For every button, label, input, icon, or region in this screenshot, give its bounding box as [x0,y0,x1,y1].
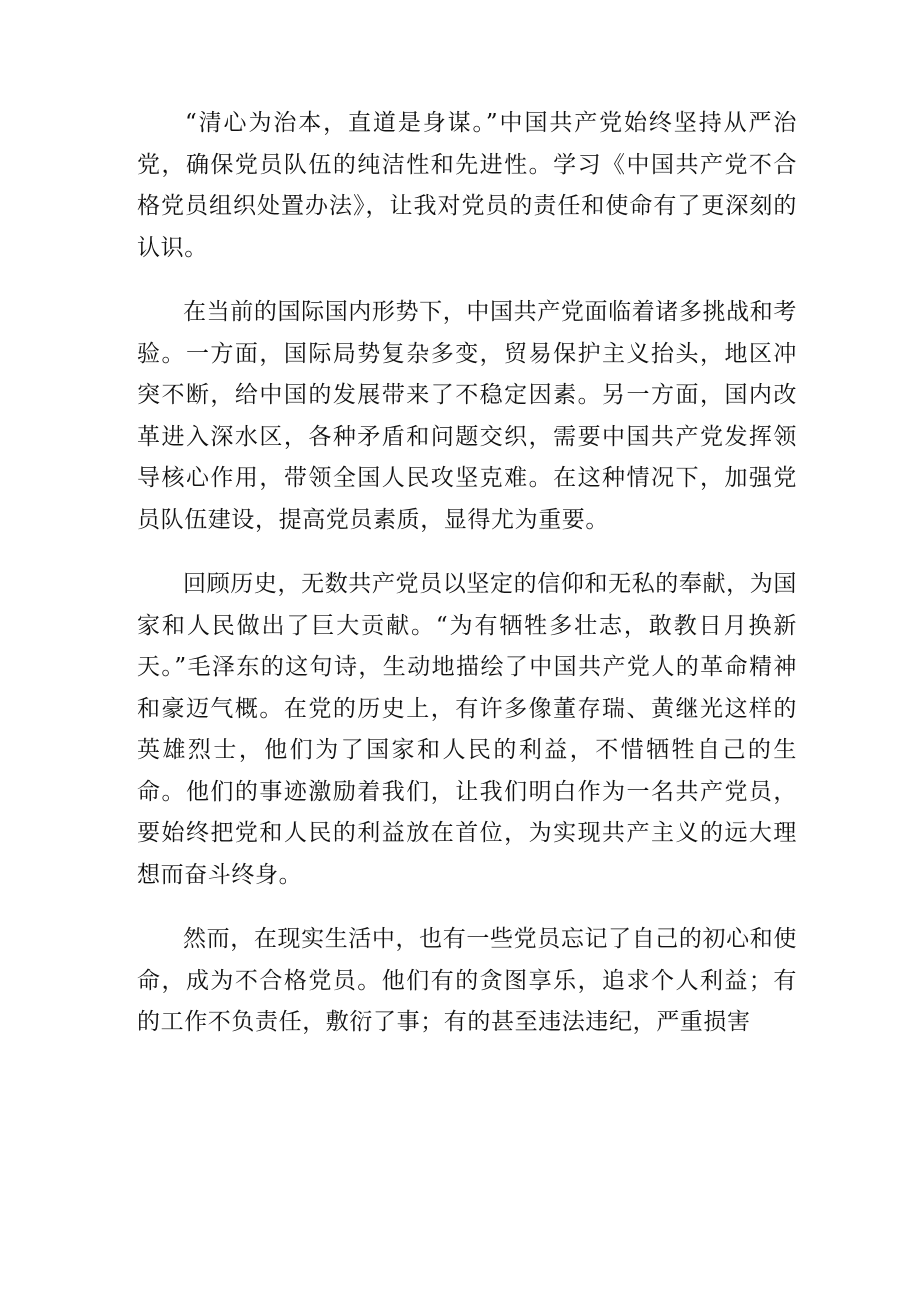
document-body [137,103,797,1067]
paragraph-2: 在当前的国际国内形势下，中国共产党面临着诸多挑战和考验。一方面，国际局势复杂多变，贸易保护主义抬头，地区冲突不断，给中国的发展带来了不稳定因素。另一方面，国内改革进入深水区，各种矛盾和问题交织，需要中国共产党发挥领导核心作用，带领全国人民攻坚克难。在这种情况下，加强党员队伍建设，提高党员素质，显得尤为重要。 [137,299,797,533]
paragraph-4: 然而，在现实生活中，也有一些党员忘记了自己的初心和使命，成为不合格党员。他们有的贪图享乐，追求个人利益；有的工作不负责任，敷衍了事；有的甚至违法违纪，严重损害 [137,926,797,1035]
paragraph-3: 回顾历史，无数共产党员以坚定的信仰和无私的奉献，为国家和人民做出了巨大贡献。“为有牺牲多壮志，敢教日月换新天。”毛泽东的这句诗，生动地描绘了中国共产党人的革命精神和豪迈气概。在党的历史上，有许多像董存瑞、黄继光这样的英雄烈士，他们为了国家和人民的利益，不惜牺牲自己的生命。他们的事迹激励着我们，让我们明白作为一名共产党员，要始终把党和人民的利益放在首位，为实现共产主义的远大理想而奋斗终身。 [137,571,797,888]
paragraph-1: “清心为治本，直道是身谋。”中国共产党始终坚持从严治党，确保党员队伍的纯洁性和先进性。学习《中国共产党不合格党员组织处置办法》，让我对党员的责任和使命有了更深刻的认识。 [137,110,797,261]
